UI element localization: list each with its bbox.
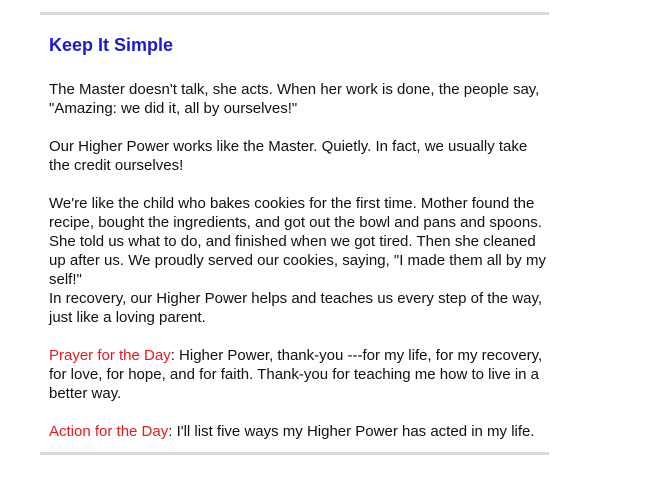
paragraph-master: The Master doesn't talk, she acts. When her work is done, the people say, "Amazing: we did it, all by ourselves!" bbox=[49, 81, 540, 117]
prayer-text: : Higher Power, thank-you ---for my life, for my recovery, for love, for hope, and for faith. Thank-you for teaching me how to live in a better way. bbox=[49, 347, 543, 402]
page-title: Keep It Simple bbox=[49, 35, 174, 55]
reading-body bbox=[49, 80, 549, 460]
bottom-divider bbox=[40, 452, 549, 455]
top-divider bbox=[40, 12, 549, 15]
action-for-the-day bbox=[49, 422, 549, 441]
paragraph-higher-power: Our Higher Power works like the Master. Quietly. In fact, we usually take the credit ourselves! bbox=[49, 138, 528, 174]
paragraph-cookies: We're like the child who bakes cookies for the first time. Mother found the recipe, bought the ingredients, and got out the bowl and pans and spoons. She told us what to do, and finished when we got tired. Then she cleaned up after us. We proudly served our cookies, saying, "I made them all by my self!" bbox=[49, 195, 546, 288]
paragraph-recovery: In recovery, our Higher Power helps and teaches us every step of the way, just like a loving parent. bbox=[49, 290, 543, 326]
action-text: : I'll list five ways my Higher Power has acted in my life. bbox=[168, 423, 535, 440]
prayer-label: Prayer for the Day bbox=[49, 347, 171, 364]
prayer-for-the-day bbox=[49, 346, 549, 403]
action-label: Action for the Day bbox=[49, 423, 169, 440]
